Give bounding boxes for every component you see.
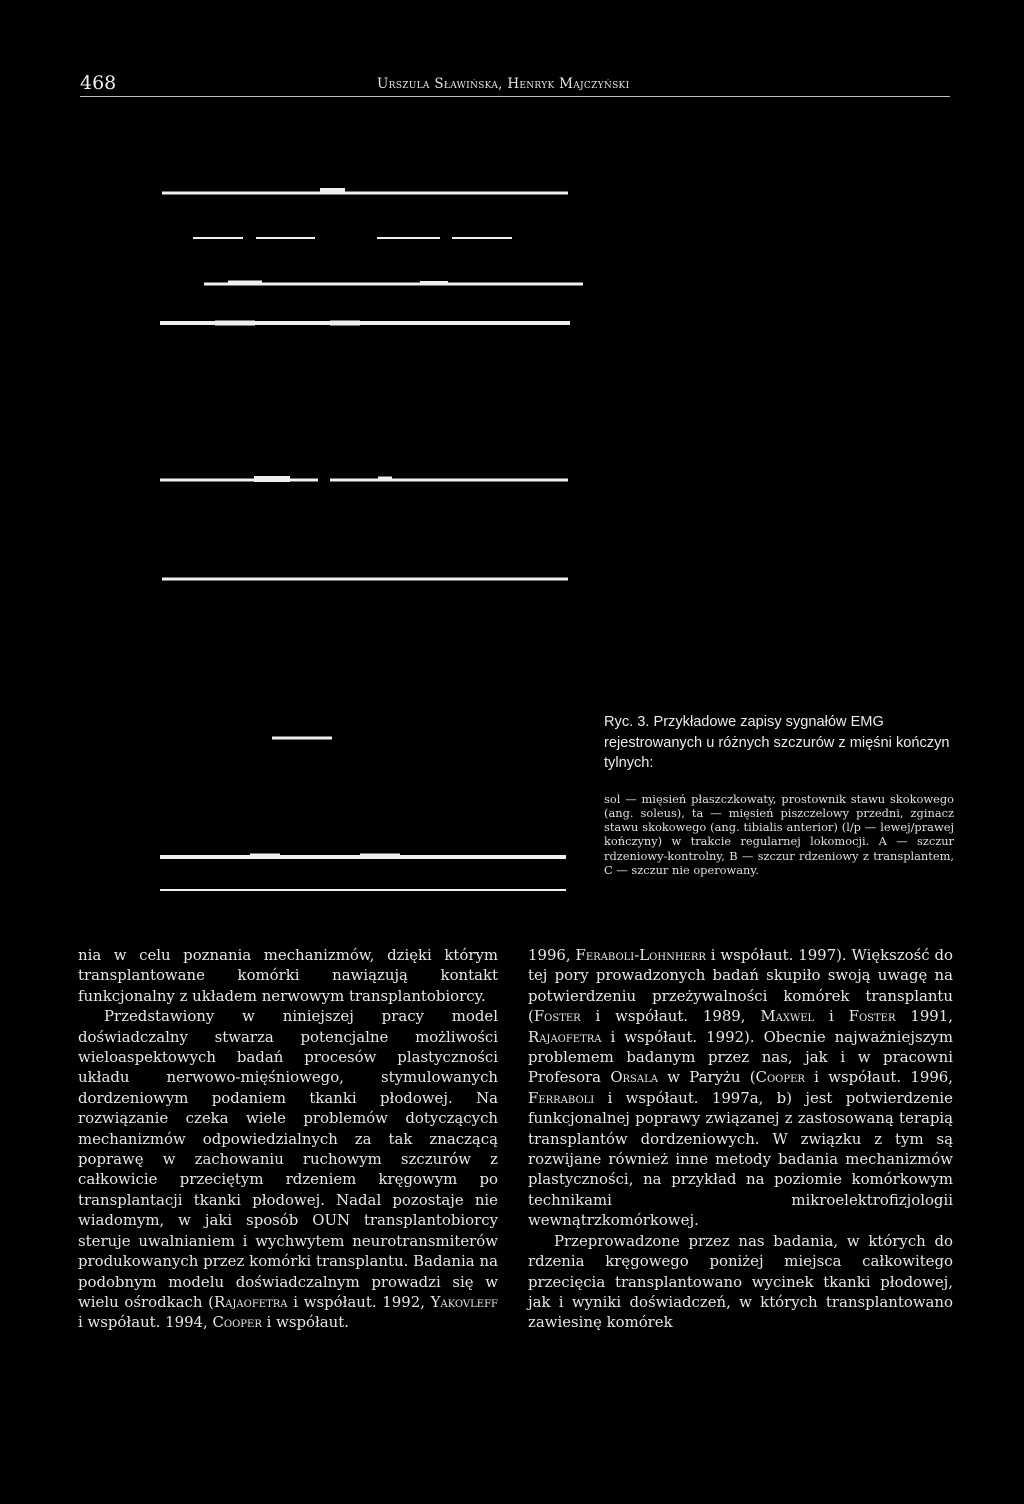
emg-trace-segment-11: [215, 321, 255, 326]
emg-trace-segment-1: [162, 192, 568, 195]
page-number: 468: [80, 72, 117, 94]
emg-trace-segment-14: [254, 476, 290, 482]
emg-trace-segment-9: [420, 281, 448, 285]
text-run: i współaut. 1997). Większość do tej pory prowadzonych badań skupiło swoją uwagę na potwierdzeniu przeżywalności komórek transplantu (: [528, 946, 953, 1026]
citation-author: Cooper: [212, 1313, 262, 1332]
emg-trace-segment-17: [162, 578, 568, 581]
emg-trace-segment-4: [256, 237, 315, 239]
citation-author: Orsala: [610, 1068, 658, 1087]
right-paragraph-1: [528, 945, 953, 1231]
emg-trace-segment-20: [250, 854, 280, 859]
text-run: Przedstawiony w niniejszej pracy model doświadczalny stwarza potencjalne możliwości wieloaspektowych badań procesów plastyczności układu nerwowo-mięśniowego, stymulowanych dordzeniowym podaniem tkanki płodowej. Na rozwiązanie czeka wiele problemów dotyczących mechanizmów odpowiedzialnych za tak znaczącą poprawę w zachowaniu ruchowym szczurów z całkowicie przeciętym rdzeniem kręgowym po transplantacji tkanki płodowej. Nadal pozostaje nie wiadomym, w jaki sposób OUN transplantobiorcy steruje uwalnianiem i wychwytem neurotransmiterów produkowanych przez komórki transplantu. Badania na podobnym modelu doświadczalnym prowadzi się w wielu ośrodkach (: [78, 1007, 498, 1311]
citation-author: Feraboli-Lohnherr: [575, 946, 706, 964]
emg-trace-segment-2: [320, 188, 345, 194]
text-run: i współaut. 1994,: [78, 1313, 208, 1332]
right-paragraph-2: Przeprowadzone przez nas badania, w których do rdzenia kręgowego poniżej miejsca całkowitego przecięcia transplantowano wycinek tkanki płodowej, jak i wyniki doświadczeń, w których transplantowano zawiesinę komórek: [528, 1231, 953, 1332]
citation-author: Yakovleff: [430, 1292, 498, 1311]
text-run: w Paryżu (: [657, 1068, 756, 1087]
emg-trace-segment-6: [452, 237, 512, 239]
text-run: i współaut. 1997a, b) jest potwierdzenie funkcjonalnej poprawy związanej z zastosowaną terapią transplantów dordzeniowych. W związku z tym są rozwijane również inne metody badania mechanizmów plastyczności, na przykład na poziomie komórkowym technikami mikroelektrofizjologii wewnątrzkomórkowej.: [528, 1088, 953, 1230]
emg-trace-segment-22: [160, 889, 566, 891]
citation-author: Rajaofetra: [213, 1292, 288, 1311]
text-run: i współaut. 1989,: [580, 1007, 746, 1026]
emg-trace-segment-21: [360, 854, 400, 859]
citation-author: Ferraboli: [528, 1088, 595, 1107]
emg-trace-segment-5: [377, 237, 440, 239]
emg-trace-segment-13: [160, 479, 318, 482]
text-run: i: [814, 1007, 834, 1026]
right-column: [528, 945, 953, 1333]
text-run: i współaut. 1992). Obecnie najważniejszym problemem badanym przez nas, jak i w pracowni Profesora: [528, 1027, 953, 1087]
emg-trace-segment-12: [330, 321, 360, 326]
text-run: 1991,: [895, 1007, 953, 1026]
left-paragraph-2: [78, 1006, 498, 1333]
running-head: Urszula Sławińska, Henryk Majczyński: [377, 76, 630, 92]
text-run: i współaut. 1992,: [287, 1292, 425, 1311]
emg-trace-segment-8: [228, 281, 262, 286]
emg-trace-segment-16: [378, 477, 392, 482]
citation-author: Maxwel: [760, 1007, 815, 1026]
left-paragraph-1: nia w celu poznania mechanizmów, dzięki którym transplantowane komórki nawiązują kontakt funkcjonalny z układem nerwowym transplantobiorcy.: [78, 946, 498, 1005]
citation-author: Foster: [848, 1007, 896, 1026]
text-run: i współaut.: [261, 1313, 349, 1332]
citation-author: Foster: [533, 1007, 581, 1026]
caption-body: sol — mięsień płaszczkowaty, prostownik stawu skokowego (ang. soleus), ta — mięsień piszczelowy przedni, zginacz stawu skokowego (ang. tibialis anterior) (l/p — lewej/prawej kończyny) w trakcie regularnej lokomocji. A — szczur rdzeniowy-kontrolny, B — szczur rdzeniowy z transplantem, C — szczur nie operowany.: [604, 791, 954, 877]
citation-author: Cooper: [755, 1068, 805, 1087]
caption-title: Ryc. 3. Przykładowe zapisy sygnałów EMG rejestrowanych u różnych szczurów z mięśni kończyn tylnych:: [604, 714, 950, 771]
citation-author: Rajaofetra: [528, 1027, 602, 1046]
text-run: 1996,: [528, 946, 571, 964]
emg-trace-segment-15: [330, 479, 568, 482]
figure-caption: [604, 712, 954, 877]
left-column: [78, 945, 498, 1333]
emg-trace-segment-18: [272, 737, 332, 740]
text-run: i współaut. 1996,: [804, 1068, 954, 1087]
emg-trace-segment-3: [193, 237, 243, 239]
